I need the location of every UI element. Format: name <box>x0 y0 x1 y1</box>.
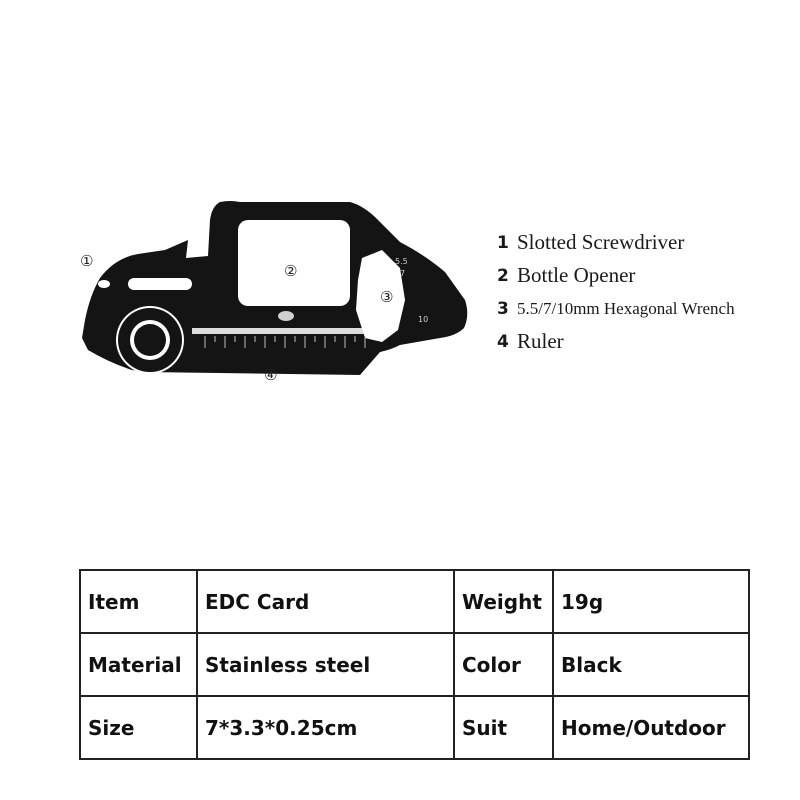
feature-item <box>497 325 735 358</box>
callout-2: ② <box>284 262 298 280</box>
table-row <box>80 570 749 633</box>
spec-value: Stainless steel <box>197 633 454 696</box>
wrench-mark-10: 10 <box>418 315 429 324</box>
wrench-mark-7: 7 <box>400 269 406 278</box>
feature-label: 5.5/7/10mm Hexagonal Wrench <box>517 298 735 318</box>
feature-label: Bottle Opener <box>517 263 636 287</box>
feature-number: 2 <box>497 265 509 286</box>
spec-key: Color <box>454 633 553 696</box>
spec-value: 19g <box>553 570 749 633</box>
spec-key: Size <box>80 696 197 759</box>
feature-item <box>497 259 735 292</box>
feature-item <box>497 292 735 325</box>
spec-key: Material <box>80 633 197 696</box>
callout-3: ③ <box>380 288 394 306</box>
spec-table <box>79 569 750 760</box>
spec-value: 7*3.3*0.25cm <box>197 696 454 759</box>
callout-4: ④ <box>264 366 278 384</box>
slot-eye <box>98 280 110 288</box>
feature-number: 1 <box>497 232 509 253</box>
spec-key: Suit <box>454 696 553 759</box>
feature-label: Ruler <box>517 329 564 353</box>
gear-inner <box>134 324 166 356</box>
spec-key: Weight <box>454 570 553 633</box>
edc-card-illustration <box>60 180 480 380</box>
feature-number: 4 <box>497 331 509 352</box>
feature-list <box>497 226 735 358</box>
spec-value: EDC Card <box>197 570 454 633</box>
table-row <box>80 696 749 759</box>
spec-value: Black <box>553 633 749 696</box>
ruler-strip <box>192 328 384 334</box>
feature-label: Slotted Screwdriver <box>517 230 685 254</box>
spec-value: Home/Outdoor <box>553 696 749 759</box>
table-row <box>80 633 749 696</box>
callout-1: ① <box>80 252 94 270</box>
feature-item <box>497 226 735 259</box>
slotted-screwdriver-slot <box>128 278 192 290</box>
spec-key: Item <box>80 570 197 633</box>
wrench-mark-5-5: 5.5 <box>395 257 408 266</box>
feature-number: 3 <box>497 298 509 319</box>
bottle-opener-hole <box>278 311 294 321</box>
